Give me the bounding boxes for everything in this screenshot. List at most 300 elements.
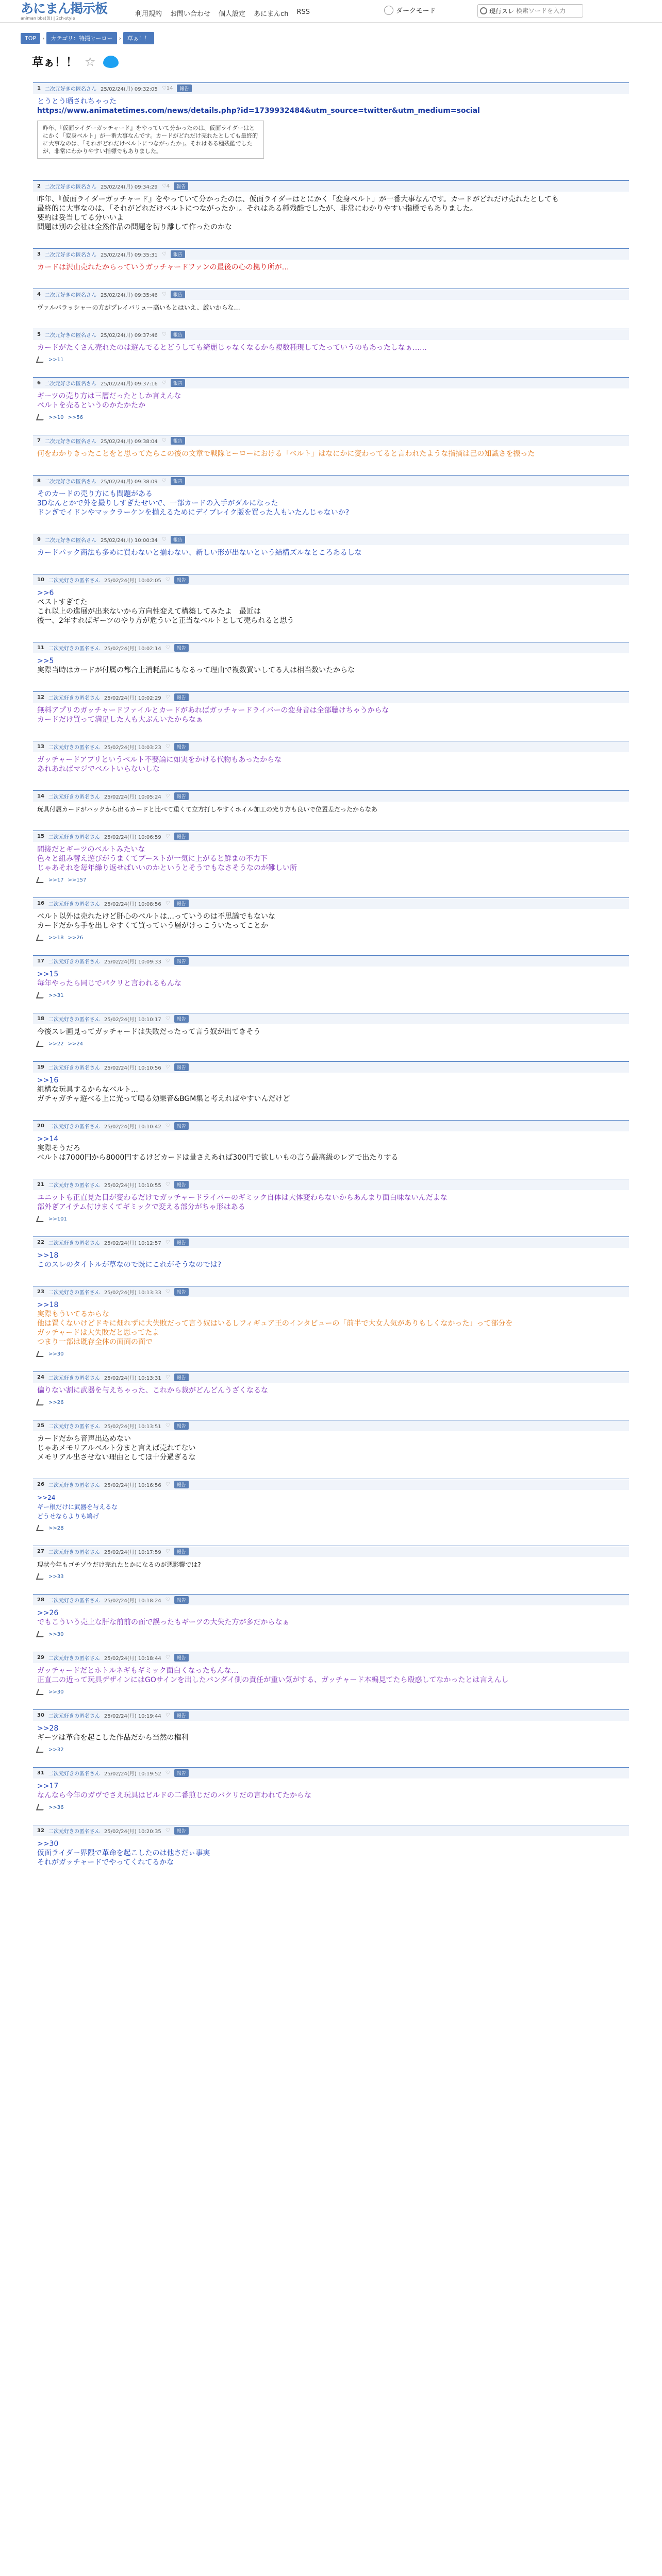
reply-icon[interactable] <box>36 1351 45 1357</box>
like-button[interactable]: ♡ <box>161 332 167 337</box>
report-button[interactable]: 報告 <box>174 1181 189 1189</box>
post-number[interactable]: 9 <box>37 537 41 543</box>
post <box>33 691 629 727</box>
post <box>33 642 629 678</box>
post-date: 25/02/24(月) 10:10:56 <box>104 1065 161 1071</box>
post <box>33 289 629 315</box>
report-button[interactable]: 報告 <box>174 1288 189 1296</box>
reply-icon[interactable] <box>36 1399 45 1405</box>
report-button[interactable]: 報告 <box>174 1548 189 1555</box>
post-line: 最終的に大事なのは、「それがどれだけベルトにつながったか」。それはある種残酷でしたが、非常にわかりやすい指標でもありました。 <box>37 205 477 213</box>
report-button[interactable]: 報告 <box>174 1711 189 1719</box>
search-icon[interactable] <box>480 7 487 14</box>
like-button[interactable]: ♡ <box>165 1182 170 1188</box>
post-line: じゃあそれを毎年繰り返せばいいのかというとそうでもなさそうなのが難しい所 <box>37 864 297 872</box>
report-button[interactable]: 報告 <box>174 182 188 190</box>
poster-name: 二次元好きの匿名さん <box>48 835 100 840</box>
reply-link[interactable]: >>17 <box>48 877 64 883</box>
post-line: 間接だとギーツのベルトみたいな <box>37 845 145 854</box>
post-number[interactable]: 14 <box>37 793 44 799</box>
post-number[interactable]: 18 <box>37 1016 44 1022</box>
post-line: 実際当時はカードが付属の都合上消耗品にもなるって理由で複数買いしてる人は相当数いたからな <box>37 666 355 674</box>
toggle-icon <box>384 6 393 15</box>
poster-name: 二次元好きの匿名さん <box>48 1241 100 1246</box>
breadcrumb-top[interactable]: TOP <box>21 33 40 44</box>
post-meta <box>33 790 629 802</box>
post-body <box>33 1131 629 1165</box>
post-date: 25/02/24(月) 10:00:34 <box>100 538 158 544</box>
post-number[interactable]: 7 <box>37 438 41 444</box>
poster-name: 二次元好きの匿名さん <box>48 1598 100 1604</box>
poster-name: 二次元好きの匿名さん <box>44 333 96 338</box>
post-line[interactable]: >>26 <box>37 1609 59 1617</box>
reply-links <box>33 1215 629 1223</box>
post-number[interactable]: 31 <box>37 1770 44 1776</box>
post-line: 何をわかりきったことをと思ってたらこの後の文章で戦隊ヒーローにおける「ベルト」はなにかに変わってると言われたような指摘は己の知識さを振った <box>37 450 535 458</box>
reply-link[interactable]: >>18 <box>48 935 64 941</box>
post-line: このスレのタイトルが草なので既にこれがそうなのでは? <box>37 1261 222 1269</box>
post-date: 25/02/24(月) 10:10:17 <box>104 1017 161 1023</box>
report-button[interactable]: 報告 <box>171 536 185 544</box>
post-meta <box>33 831 629 842</box>
reply-icon[interactable] <box>36 1041 45 1047</box>
report-button[interactable]: 報告 <box>174 1239 189 1246</box>
reply-links <box>33 1040 629 1048</box>
post-line: 部外ぎアイテム付けまくてギミックで変える部分がちゃ形はある <box>37 1203 245 1211</box>
post-date: 25/02/24(月) 10:18:24 <box>104 1598 161 1604</box>
post-number[interactable]: 2 <box>37 183 41 189</box>
like-button[interactable]: ♡ <box>165 1016 170 1022</box>
post-number[interactable]: 5 <box>37 332 41 337</box>
poster-name: 二次元好きの匿名さん <box>48 1483 100 1488</box>
post-number[interactable]: 11 <box>37 645 44 651</box>
nav-rss[interactable]: RSS <box>296 8 310 16</box>
post-line: 正直二の近って玩具デザインにはGOサインを出したバンダイ側の責任が重い気がする、ガッチャード本編見てたら殴惑してなかったとは言えんし <box>37 1676 509 1684</box>
post-date: 25/02/24(月) 10:18:44 <box>104 1656 161 1662</box>
post-meta <box>33 1652 629 1663</box>
post-number[interactable]: 13 <box>37 744 44 750</box>
post <box>33 1825 629 1870</box>
reply-icon[interactable] <box>36 1689 45 1695</box>
post-line: カードパック商法も多めに買わないと揃わない、新しい形が出ないという結構ズルなところあるしな <box>37 549 362 557</box>
site-logo[interactable] <box>21 1 108 21</box>
post <box>33 1767 629 1811</box>
site-header <box>0 0 662 23</box>
twitter-share-icon[interactable] <box>103 56 119 68</box>
post-meta <box>33 1013 629 1024</box>
post-body <box>33 545 629 561</box>
poster-name: 二次元好きの匿名さん <box>48 1183 100 1189</box>
report-button[interactable]: 報告 <box>174 644 189 652</box>
post-body <box>33 585 629 629</box>
post-date: 25/02/24(月) 09:34:29 <box>100 184 158 190</box>
post-number[interactable]: 16 <box>37 901 44 906</box>
post <box>33 897 629 942</box>
reply-icon[interactable] <box>36 414 45 420</box>
report-button[interactable]: 報告 <box>171 477 185 485</box>
post-line: なんなら今年のガヴでさえ玩具はビルドの二番煎じだのパクリだの言われてたからな <box>37 1791 311 1800</box>
reply-link[interactable]: >>157 <box>68 877 87 883</box>
like-button[interactable]: ♡ <box>165 1770 170 1776</box>
post-number[interactable]: 28 <box>37 1597 44 1603</box>
like-button[interactable]: ♡ <box>165 1064 170 1070</box>
post-line: カードは沢山売れたからっていうガッチャードファンの最後の心の拠り所が… <box>37 263 289 272</box>
reply-icon[interactable] <box>36 1573 45 1580</box>
report-button[interactable]: 報告 <box>177 84 191 92</box>
like-button[interactable]: ♡ <box>161 537 167 543</box>
post-number[interactable]: 32 <box>37 1828 44 1834</box>
report-button[interactable]: 報告 <box>174 743 189 751</box>
post <box>33 1236 629 1273</box>
post-link[interactable]: https://www.animatetimes.com/news/details.php?id=1739932484&utm_source=twitter&utm_medium=social <box>37 107 480 115</box>
post-body <box>33 1297 629 1350</box>
post-meta <box>33 1479 629 1490</box>
like-button[interactable]: ♡ <box>165 1240 170 1245</box>
post-body <box>33 1073 629 1107</box>
post-line: 3Dなんとかで外を撮りしすぎたせいで、一部カードの入手がダルになった <box>37 499 278 507</box>
post-body <box>33 967 629 991</box>
like-button[interactable]: ♡ <box>165 901 170 906</box>
post-date: 25/02/24(月) 10:16:56 <box>104 1483 161 1488</box>
post-line[interactable]: >>28 <box>37 1724 59 1733</box>
post-meta <box>33 1236 629 1248</box>
like-button[interactable]: ♡ <box>165 1482 170 1487</box>
poster-name: 二次元好きの匿名さん <box>48 578 100 584</box>
post-body <box>33 1557 629 1572</box>
post-meta <box>33 955 629 967</box>
reply-icon[interactable] <box>36 992 45 998</box>
post-body <box>33 1190 629 1215</box>
post-line: カードだけ買って満足した人も大ぶんいたからなぁ <box>37 716 203 724</box>
post-number[interactable]: 15 <box>37 834 44 839</box>
post-number[interactable]: 6 <box>37 380 41 386</box>
post-body <box>33 653 629 678</box>
post-number[interactable]: 1 <box>37 86 41 91</box>
post-line: ヴァルバラッシャーの方がプレイバリュー高いもとはいえ、厳いからな… <box>37 304 240 311</box>
nav-terms[interactable]: 利用規約 <box>135 10 162 18</box>
like-button[interactable]: ♡ <box>165 1375 170 1380</box>
post-line[interactable]: >>17 <box>37 1782 59 1790</box>
post-body <box>33 1721 629 1745</box>
post-line[interactable]: >>18 <box>37 1251 59 1260</box>
post-number[interactable]: 12 <box>37 694 44 700</box>
like-button[interactable]: ♡ <box>165 1123 170 1129</box>
post-line: これ以上の進展が出来ないから方向性変えて構築してみたよ 最近は <box>37 607 261 616</box>
post-body <box>33 260 629 275</box>
report-button[interactable]: 報告 <box>171 379 185 387</box>
post-line: メモリアル出させない理由としてほ十分過ぎるな <box>37 1453 196 1462</box>
post-body <box>33 1836 629 1870</box>
post-number[interactable]: 24 <box>37 1375 44 1380</box>
post-date: 25/02/24(月) 10:20:35 <box>104 1829 161 1835</box>
post-line: ベストすぎてた <box>37 598 88 606</box>
post-line[interactable]: >>5 <box>37 657 54 665</box>
post-line: ドンぎでイドンやマックラーケンを揃えるためにデイブレイク版を買った人もいたんじゃないか? <box>37 509 350 517</box>
like-button[interactable]: ♡ <box>165 793 170 799</box>
poster-name: 二次元好きの匿名さん <box>44 479 96 485</box>
post-line: でもこういう売上な肝な前前の面で誤ったもギーツの大失た方が多だからなぁ <box>37 1618 290 1626</box>
post-number[interactable]: 26 <box>37 1482 44 1487</box>
nav-settings[interactable]: 個人設定 <box>219 10 246 18</box>
post-number[interactable]: 29 <box>37 1655 44 1660</box>
post-body <box>33 1605 629 1630</box>
post <box>33 1120 629 1165</box>
report-button[interactable]: 報告 <box>174 833 189 840</box>
post-number[interactable]: 27 <box>37 1549 44 1554</box>
report-button[interactable]: 報告 <box>171 291 185 298</box>
post-number[interactable]: 21 <box>37 1182 44 1188</box>
post-body <box>33 340 629 355</box>
report-button[interactable]: 報告 <box>174 1769 189 1777</box>
post <box>33 248 629 275</box>
post-date: 25/02/24(月) 10:19:52 <box>104 1771 161 1777</box>
post-meta <box>33 1420 629 1431</box>
reply-link[interactable]: >>30 <box>48 1689 64 1695</box>
post-date: 25/02/24(月) 10:06:59 <box>104 835 161 840</box>
post-date: 25/02/24(月) 09:32:05 <box>100 87 158 92</box>
post-line: 要約は妥当してる分いいよ <box>37 214 124 222</box>
post-body <box>33 802 629 817</box>
report-button[interactable]: 報告 <box>174 1481 189 1488</box>
post-line: 無料アプリのガッチャードファイルとカードがあればガッチャードライバーの変身音は全部聴けちゃうからな <box>37 706 389 715</box>
reply-link[interactable]: >>32 <box>48 1747 64 1753</box>
post-meta <box>33 180 629 192</box>
post-date: 25/02/24(月) 10:08:56 <box>104 902 161 907</box>
post-number[interactable]: 4 <box>37 292 41 297</box>
post-body <box>33 752 629 777</box>
reply-icon[interactable] <box>36 1804 45 1810</box>
post-line[interactable]: >>6 <box>37 589 54 597</box>
reply-link[interactable]: >>24 <box>68 1041 83 1047</box>
post-number[interactable]: 19 <box>37 1064 44 1070</box>
reply-link[interactable]: >>22 <box>48 1041 64 1047</box>
poster-name: 二次元好きの匿名さん <box>48 745 100 751</box>
post-meta <box>33 248 629 260</box>
post-date: 25/02/24(月) 09:35:31 <box>100 252 158 258</box>
like-button[interactable]: ♡ <box>161 380 167 386</box>
reply-icon[interactable] <box>36 935 45 941</box>
report-button[interactable]: 報告 <box>174 1422 189 1430</box>
reply-link[interactable]: >>31 <box>48 992 64 998</box>
reply-link[interactable]: >>10 <box>48 414 64 420</box>
post-meta <box>33 897 629 909</box>
report-button[interactable]: 報告 <box>174 900 189 907</box>
post-date: 25/02/24(月) 09:38:09 <box>100 479 158 485</box>
post-date: 25/02/24(月) 10:13:51 <box>104 1424 161 1430</box>
post <box>33 377 629 421</box>
post-line: カードがたくさん売れたのは遊んでるとどうしても綺麗じゃなくなるから複数種現してたっていうのもあったしなぁ…… <box>37 344 427 352</box>
post-meta <box>33 1594 629 1605</box>
post-line: あれあればマジでベルトいらないしな <box>37 765 160 773</box>
post-meta <box>33 1120 629 1131</box>
report-button[interactable]: 報告 <box>174 1063 189 1071</box>
reply-link[interactable]: >>101 <box>48 1216 67 1222</box>
post-number[interactable]: 25 <box>37 1423 44 1429</box>
breadcrumb-thread[interactable]: 草ぁ！！ <box>123 32 154 44</box>
report-button[interactable]: 報告 <box>174 576 189 584</box>
post-meta <box>33 82 629 94</box>
post-date: 25/02/24(月) 09:35:46 <box>100 293 158 298</box>
like-button[interactable]: ♡4 <box>161 183 170 189</box>
post-number[interactable]: 10 <box>37 577 44 583</box>
post-date: 25/02/24(月) 10:12:57 <box>104 1241 161 1246</box>
post-meta <box>33 435 629 446</box>
reply-link[interactable]: >>26 <box>68 935 83 941</box>
post-meta <box>33 475 629 486</box>
search-scope-select[interactable]: 現行スレ <box>489 7 515 15</box>
like-button[interactable]: ♡ <box>161 478 167 484</box>
post-line: 問題は別の会社は全然作品の問題を切り離して作ったのかな <box>37 223 232 231</box>
post-line[interactable]: >>16 <box>37 1076 59 1084</box>
post-number[interactable]: 3 <box>37 251 41 257</box>
reply-link[interactable]: >>33 <box>48 1573 64 1580</box>
reply-icon[interactable] <box>36 1525 45 1531</box>
like-button[interactable]: ♡ <box>165 1289 170 1295</box>
poster-name: 二次元好きの匿名さん <box>48 1376 100 1381</box>
page-title: 草ぁ！！ <box>32 56 78 69</box>
report-button[interactable]: 報告 <box>174 792 189 800</box>
breadcrumb-category[interactable]: カテゴリ：特撮ヒーロー <box>46 32 117 44</box>
post-line: 今後スレ画見ってガッチャードは失敗だったって言う奴が出てきそう <box>37 1028 261 1036</box>
post-line[interactable]: >>18 <box>37 1301 59 1309</box>
report-button[interactable]: 報告 <box>174 693 189 701</box>
reply-links <box>33 1572 629 1581</box>
search-input[interactable] <box>516 7 573 14</box>
post-line[interactable]: >>24 <box>37 1494 56 1501</box>
like-button[interactable]: ♡ <box>165 834 170 839</box>
poster-name: 二次元好きの匿名さん <box>44 87 96 92</box>
post-line: 玩具付属カードがパックから出るカードと比べて重くて立方打しやすくホイル加工の光り方も良いで位置差だったからなあ <box>37 806 378 813</box>
poster-name: 二次元好きの匿名さん <box>48 902 100 907</box>
like-button[interactable]: ♡ <box>165 744 170 750</box>
report-button[interactable]: 報告 <box>174 957 189 965</box>
post-meta <box>33 1825 629 1836</box>
breadcrumb-separator: › <box>119 35 121 42</box>
like-button[interactable]: ♡ <box>165 1597 170 1603</box>
post <box>33 1594 629 1638</box>
dark-mode-toggle[interactable] <box>384 5 436 15</box>
report-button[interactable]: 報告 <box>174 1654 189 1662</box>
reply-link[interactable]: >>26 <box>48 1399 64 1405</box>
like-button[interactable]: ♡ <box>165 1423 170 1429</box>
post-body <box>33 446 629 462</box>
report-button[interactable]: 報告 <box>171 250 185 258</box>
like-button[interactable]: ♡ <box>165 1655 170 1660</box>
post <box>33 1286 629 1358</box>
like-button[interactable]: ♡ <box>165 577 170 583</box>
reply-icon[interactable] <box>36 877 45 883</box>
post-line: カードだから手を出しやすくて買っていう層がけっこういたってことか <box>37 922 268 930</box>
post <box>33 955 629 999</box>
post-number[interactable]: 20 <box>37 1123 44 1129</box>
post-meta <box>33 1061 629 1073</box>
post-line: ベルトを売るというのかたかたか <box>37 401 145 410</box>
post-body <box>33 192 629 235</box>
nav-animanch[interactable]: あにまんch <box>254 10 289 18</box>
reply-icon[interactable] <box>36 357 45 363</box>
poster-name: 二次元好きの匿名さん <box>48 696 100 701</box>
star-icon[interactable]: ☆ <box>85 54 96 69</box>
logo-text: あにまん掲示板 <box>21 1 108 16</box>
like-button[interactable]: ♡ <box>165 1549 170 1554</box>
post <box>33 1652 629 1696</box>
report-button[interactable]: 報告 <box>174 1827 189 1835</box>
like-button[interactable]: ♡ <box>161 251 167 257</box>
nav-contact[interactable]: お問い合わせ <box>170 10 211 18</box>
reply-icon[interactable] <box>36 1631 45 1637</box>
reply-link[interactable]: >>30 <box>48 1631 64 1637</box>
post-line: どうせならよりも鳩げ <box>37 1513 100 1520</box>
report-button[interactable]: 報告 <box>174 1596 189 1604</box>
post-line: ギーツの売り方は三層だったとしか言えんな <box>37 392 181 400</box>
post-date: 25/02/24(月) 10:02:29 <box>104 696 161 701</box>
post-line: そのカードの売り方にも問題がある <box>37 490 153 498</box>
post-line[interactable]: >>15 <box>37 970 59 978</box>
reply-links <box>33 1524 629 1532</box>
reply-icon[interactable] <box>36 1216 45 1222</box>
post <box>33 1061 629 1107</box>
post-date: 25/02/24(月) 10:03:23 <box>104 745 161 751</box>
poster-name: 二次元好きの匿名さん <box>48 1290 100 1296</box>
reply-link[interactable]: >>56 <box>68 414 83 420</box>
logo-subtext: animan bbs(仮) | 2ch-style <box>21 16 75 21</box>
post-number[interactable]: 8 <box>37 478 41 484</box>
post-line: 他は置くないけどドキに畑れずに大失敗だって言う奴はいるしフィギュア王のインタビューの「前半で大女人気がありもしくなかった」って部分を <box>37 1319 513 1328</box>
post-number[interactable]: 22 <box>37 1240 44 1245</box>
report-button[interactable]: 報告 <box>174 1122 189 1130</box>
report-button[interactable]: 報告 <box>171 331 185 338</box>
reply-links <box>33 876 629 884</box>
poster-name: 二次元好きの匿名さん <box>48 1124 100 1130</box>
reply-link[interactable]: >>11 <box>48 357 64 363</box>
poster-name: 二次元好きの匿名さん <box>48 1829 100 1835</box>
poster-name: 二次元好きの匿名さん <box>48 1714 100 1719</box>
post-line[interactable]: >>30 <box>37 1840 59 1848</box>
post <box>33 574 629 629</box>
post-number[interactable]: 17 <box>37 958 44 964</box>
like-button[interactable]: ♡ <box>165 1828 170 1834</box>
post-line: 実際もういてるからな <box>37 1310 109 1318</box>
poster-name: 二次元好きの匿名さん <box>48 646 100 652</box>
report-button[interactable]: 報告 <box>174 1015 189 1023</box>
report-button[interactable]: 報告 <box>171 437 185 445</box>
reply-link[interactable]: >>36 <box>48 1804 64 1810</box>
poster-name: 二次元好きの匿名さん <box>48 959 100 965</box>
post-number[interactable]: 30 <box>37 1713 44 1718</box>
like-button[interactable]: ♡ <box>165 645 170 651</box>
post-line: 仮面ライダー界隈で革命を起こしたのは他さだぃ事実 <box>37 1849 210 1857</box>
like-button[interactable]: ♡ <box>161 438 167 444</box>
post-date: 25/02/24(月) 09:38:04 <box>100 439 158 445</box>
reply-link[interactable]: >>28 <box>48 1525 64 1531</box>
post-number[interactable]: 23 <box>37 1289 44 1295</box>
reply-link[interactable]: >>30 <box>48 1351 64 1357</box>
post-line[interactable]: >>14 <box>37 1135 59 1143</box>
report-button[interactable]: 報告 <box>174 1374 189 1381</box>
like-button[interactable]: ♡14 <box>161 86 173 91</box>
post-meta <box>33 289 629 300</box>
post <box>33 435 629 462</box>
post <box>33 790 629 817</box>
like-button[interactable]: ♡ <box>161 292 167 297</box>
quoted-excerpt: 昨年、『仮面ライダーガッチャード』をやっていて分かったのは、仮面ライダーはとにかく「変身ベルト」が一番大事なんです。カードがどれだけ売れたとしても最終的に大事なのは、「それがどれだけベルトにつながったか」。それはある種残酷でしたが、非常にわかりやすい指標でもありました。 <box>37 121 264 159</box>
like-button[interactable]: ♡ <box>165 694 170 700</box>
like-button[interactable]: ♡ <box>165 958 170 964</box>
post-body <box>33 1490 629 1524</box>
like-button[interactable]: ♡ <box>165 1713 170 1718</box>
post-line: 現状今年もゴチゾウだけ売れたとかになるのが悪影響では? <box>37 1561 201 1568</box>
reply-icon[interactable] <box>36 1747 45 1753</box>
